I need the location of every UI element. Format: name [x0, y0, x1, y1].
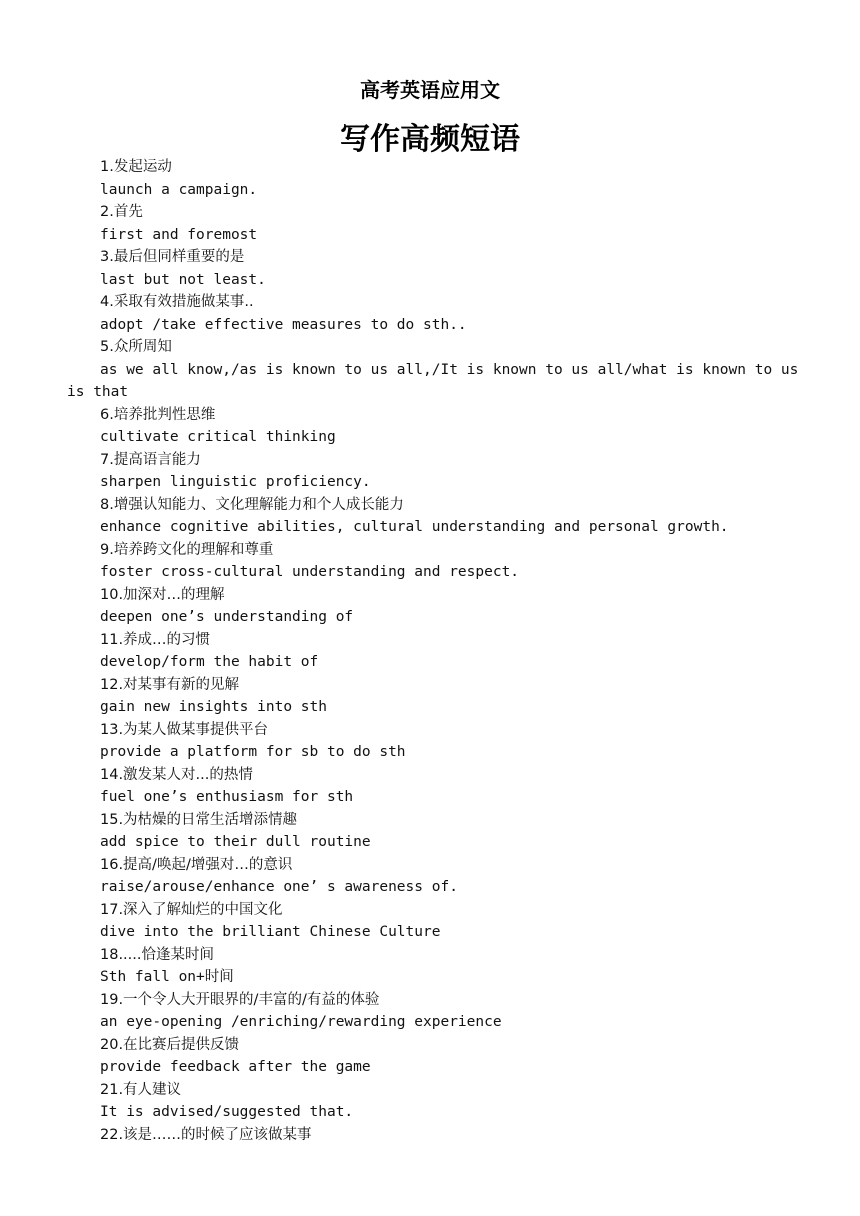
document-title: 高考英语应用文 — [360, 78, 500, 102]
phrase-english: first and foremost — [100, 226, 258, 243]
phrase-chinese: 13.为某人做某事提供平台 — [100, 721, 269, 738]
phrase-english: cultivate critical thinking — [100, 429, 336, 445]
phrase-english: It is advised/suggested that. — [100, 1104, 354, 1120]
phrase-chinese: 15.为枯燥的日常生活增添情趣 — [100, 811, 298, 828]
phrase-english: foster cross-cultural understanding and respect. — [100, 564, 520, 580]
phrase-english: adopt /take effective measures to do sth.. — [100, 316, 467, 333]
phrase-english: develop/form the habit of — [100, 654, 319, 670]
phrase-chinese: 17.深入了解灿烂的中国文化 — [100, 901, 283, 918]
phrase-chinese: 3.最后但同样重要的是 — [100, 249, 245, 265]
phrase-chinese: 7.提高语言能力 — [100, 451, 201, 468]
phrase-english: provide a platform for sb to do sth — [100, 744, 406, 760]
phrase-chinese: 11.养成…的习惯 — [100, 631, 211, 648]
phrase-english: deepen one’s understanding of — [100, 609, 354, 625]
phrase-chinese: 22.该是……的时候了应该做某事 — [100, 1126, 312, 1143]
phrase-chinese: 14.激发某人对...的热情 — [100, 766, 253, 783]
phrase-chinese: 5.众所周知 — [100, 339, 172, 355]
phrase-list — [67, 156, 807, 1146]
phrase-english: sharpen linguistic proficiency. — [100, 474, 371, 490]
phrase-chinese: 9.培养跨文化的理解和尊重 — [100, 541, 274, 558]
phrase-english: add spice to their dull routine — [100, 834, 371, 850]
document-subtitle: 写作高频短语 — [340, 122, 520, 157]
phrase-chinese: 1.发起运动 — [100, 159, 172, 175]
phrase-chinese: 4.采取有效措施做某事.. — [100, 294, 254, 310]
phrase-english: Sth fall on+时间 — [100, 969, 234, 985]
phrase-english: dive into the brilliant Chinese Culture — [100, 924, 441, 940]
phrase-chinese: 20.在比赛后提供反馈 — [100, 1036, 240, 1053]
phrase-chinese: 10.加深对…的理解 — [100, 586, 225, 603]
phrase-english: gain new insights into sth — [100, 699, 327, 715]
phrase-english: provide feedback after the game — [100, 1059, 371, 1075]
phrase-chinese: 21.有人建议 — [100, 1081, 182, 1098]
phrase-chinese: 18.....恰逢某时间 — [100, 946, 214, 963]
phrase-english: launch a campaign. — [100, 181, 258, 198]
phrase-english: last but not least. — [100, 271, 266, 288]
phrase-english: raise/arouse/enhance one’ s awareness of. — [100, 879, 458, 895]
phrase-chinese: 8.增强认知能力、文化理解能力和个人成长能力 — [100, 496, 404, 513]
phrase-chinese: 16.提高/唤起/增强对…的意识 — [100, 856, 293, 873]
phrase-english: enhance cognitive abilities, cultural understanding and personal growth. — [100, 519, 729, 535]
phrase-chinese: 6.培养批判性思维 — [100, 406, 216, 423]
phrase-english: as we all know,/as is known to us all,/It is known to us all/what is known to us is that — [67, 361, 808, 400]
phrase-chinese: 12.对某事有新的见解 — [100, 676, 240, 693]
phrase-english: an eye-opening /enriching/rewarding experience — [100, 1014, 502, 1030]
phrase-chinese: 2.首先 — [100, 204, 143, 220]
phrase-english: fuel one’s enthusiasm for sth — [100, 789, 354, 805]
phrase-chinese: 19.一个令人大开眼界的/丰富的/有益的体验 — [100, 991, 380, 1008]
